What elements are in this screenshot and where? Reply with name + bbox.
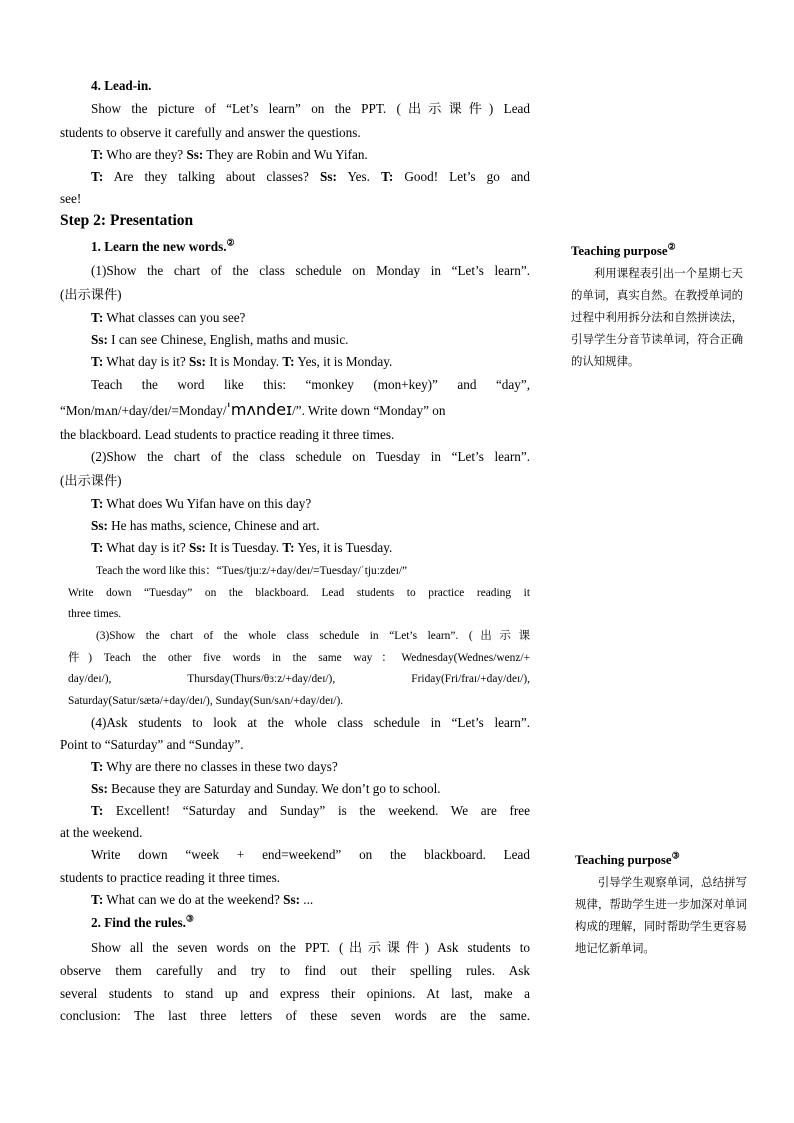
text-line	[60, 517, 530, 535]
text-run: 2. Find the rules.	[91, 915, 186, 930]
text-run: Are they talking about classes?	[103, 169, 320, 184]
footnote-marker: ③	[185, 913, 194, 924]
text-line	[60, 238, 530, 256]
speaker-label: T:	[91, 892, 104, 907]
teaching-purpose-title-1: Teaching purpose②	[571, 241, 676, 258]
text-line: day/deɪ/), Thursday(Thurs/θɜːz/+day/deɪ/), Friday(Fri/fraɪ/+day/deɪ/),	[68, 673, 530, 685]
text-line	[60, 168, 530, 186]
speaker-label: Ss:	[91, 781, 108, 796]
text-run: 1. Learn the new words.	[91, 239, 227, 254]
speaker-label: Ss:	[320, 169, 337, 184]
text-line: observe them carefully and try to find out their spelling rules. Ask	[60, 963, 530, 978]
text-run: It is Monday.	[205, 354, 283, 369]
speaker-label: T:	[282, 354, 295, 369]
text-run: Excellent! “Saturday and Sunday” is the weekend. We are free	[103, 803, 530, 818]
text-line	[60, 539, 530, 557]
speaker-label: T:	[91, 354, 104, 369]
text-run: He has maths, science, Chinese and art.	[107, 518, 320, 533]
text-line: (出示课件)	[60, 287, 122, 302]
speaker-label: Ss:	[283, 892, 300, 907]
text-line: Show all the seven words on the PPT. (出示课件) Ask students to	[91, 940, 530, 955]
footnote-marker: ②	[226, 237, 235, 248]
teaching-purpose-title-2: Teaching purpose③	[575, 850, 680, 867]
text-run: Who are they?	[103, 147, 187, 162]
text-line: 4. Lead-in.	[91, 78, 152, 93]
text-line: Write down “week + end=weekend” on the blackboard. Lead	[91, 847, 530, 862]
text-line: several students to stand up and express their opinions. At last, make a	[60, 986, 530, 1001]
speaker-label: T:	[91, 169, 104, 184]
speaker-label: T:	[91, 803, 104, 818]
text-run: Because they are Saturday and Sunday. We don’t go to school.	[107, 781, 441, 796]
text-line	[60, 891, 530, 909]
text-line: at the weekend.	[60, 825, 143, 840]
speaker-label: T:	[282, 540, 295, 555]
text-run: Good! Let’s go and	[393, 169, 530, 184]
text-line	[60, 758, 530, 776]
text-line	[60, 802, 530, 820]
phonetic-transcription: ˈmʌndeɪ	[226, 400, 293, 419]
text-run: Yes, it is Tuesday.	[294, 540, 393, 555]
text-line	[60, 780, 530, 798]
text-line: students to observe it carefully and answer the questions.	[60, 125, 361, 140]
text-line: Show the picture of “Let’s learn” on the PPT. (出示课件) Lead	[91, 101, 530, 116]
speaker-label: Ss:	[189, 540, 206, 555]
text-line: conclusion: The last three letters of these seven words are the same.	[60, 1008, 530, 1023]
speaker-label: T:	[91, 496, 104, 511]
text-run: What day is it?	[103, 540, 190, 555]
teaching-purpose-box-2	[575, 849, 747, 959]
text-line: students to practice reading it three times.	[60, 870, 281, 885]
text-line: Write down “Tuesday” on the blackboard. Lead students to practice reading it	[68, 587, 530, 599]
text-line	[60, 331, 530, 349]
speaker-label: T:	[381, 169, 394, 184]
speaker-label: T:	[91, 759, 104, 774]
text-line: Step 2: Presentation	[60, 212, 194, 229]
text-line	[60, 401, 530, 420]
text-run: What does Wu Yifan have on this day?	[103, 496, 312, 511]
text-line: Teach the word like this: “monkey (mon+key)” and “day”,	[91, 377, 530, 392]
text-line: the blackboard. Lead students to practice reading it three times.	[60, 427, 395, 442]
speaker-label: T:	[91, 310, 104, 325]
text-line	[60, 914, 530, 932]
text-line	[60, 309, 530, 327]
speaker-label: Ss:	[91, 332, 108, 347]
text-run: It is Tuesday.	[205, 540, 283, 555]
speaker-label: T:	[91, 540, 104, 555]
text-run: /”. Write down “Monday” on	[292, 403, 446, 418]
text-line: (4)Ask students to look at the whole class schedule in “Let’s learn”.	[91, 715, 530, 730]
teaching-purpose-box-1	[571, 240, 743, 372]
speaker-label: T:	[91, 147, 104, 162]
text-line	[60, 353, 530, 371]
text-run: What day is it?	[103, 354, 190, 369]
text-run: I can see Chinese, English, maths and music.	[107, 332, 349, 347]
text-line: 件) Teach the other five words in the same way：Wednesday(Wednes/wenz/+	[68, 652, 530, 664]
text-run: They are Robin and Wu Yifan.	[203, 147, 368, 162]
footnote-marker-2: ②	[667, 241, 676, 252]
text-line: (3)Show the chart of the whole class schedule in “Let’s learn”. (出示课	[96, 630, 530, 642]
text-run: Why are there no classes in these two days?	[103, 759, 338, 774]
teaching-purpose-text-1: 利用课程表引出一个星期七天的单词，真实自然。在教授单词的过程中利用拆分法和自然拼读法，引导学生分音节读单词，符合正确的认知规律。	[571, 266, 743, 368]
speaker-label: Ss:	[189, 354, 206, 369]
text-line	[60, 495, 530, 513]
text-line: Point to “Saturday” and “Sunday”.	[60, 737, 244, 752]
text-line: three times.	[68, 608, 122, 620]
text-line: (1)Show the chart of the class schedule on Monday in “Let’s learn”.	[91, 263, 530, 278]
text-line: see!	[60, 191, 82, 206]
text-run: Yes, it is Monday.	[294, 354, 393, 369]
footnote-marker-3: ③	[671, 850, 680, 861]
text-run: “Mon/mʌn/+day/deɪ/=Monday/	[60, 403, 227, 418]
text-line	[60, 146, 530, 164]
text-run: ...	[299, 892, 314, 907]
speaker-label: Ss:	[91, 518, 108, 533]
text-line: (2)Show the chart of the class schedule on Tuesday in “Let’s learn”.	[91, 449, 530, 464]
text-line: (出示课件)	[60, 473, 122, 488]
text-run: What can we do at the weekend?	[103, 892, 284, 907]
teaching-purpose-text-2: 引导学生观察单词，总结拼写规律，帮助学生进一步加深对单词构成的理解，同时帮助学生更容易地记忆新单词。	[575, 875, 747, 955]
text-line: Teach the word like this：“Tues/tjuːz/+day/deɪ/=Tuesday/ˈtjuːzdeɪ/”	[96, 565, 408, 577]
speaker-label: Ss:	[186, 147, 204, 162]
text-run: Yes.	[336, 169, 382, 184]
text-run: What classes can you see?	[103, 310, 246, 325]
text-line: Saturday(Satur/sætə/+day/deɪ/), Sunday(Sun/sʌn/+day/deɪ/).	[68, 695, 344, 707]
